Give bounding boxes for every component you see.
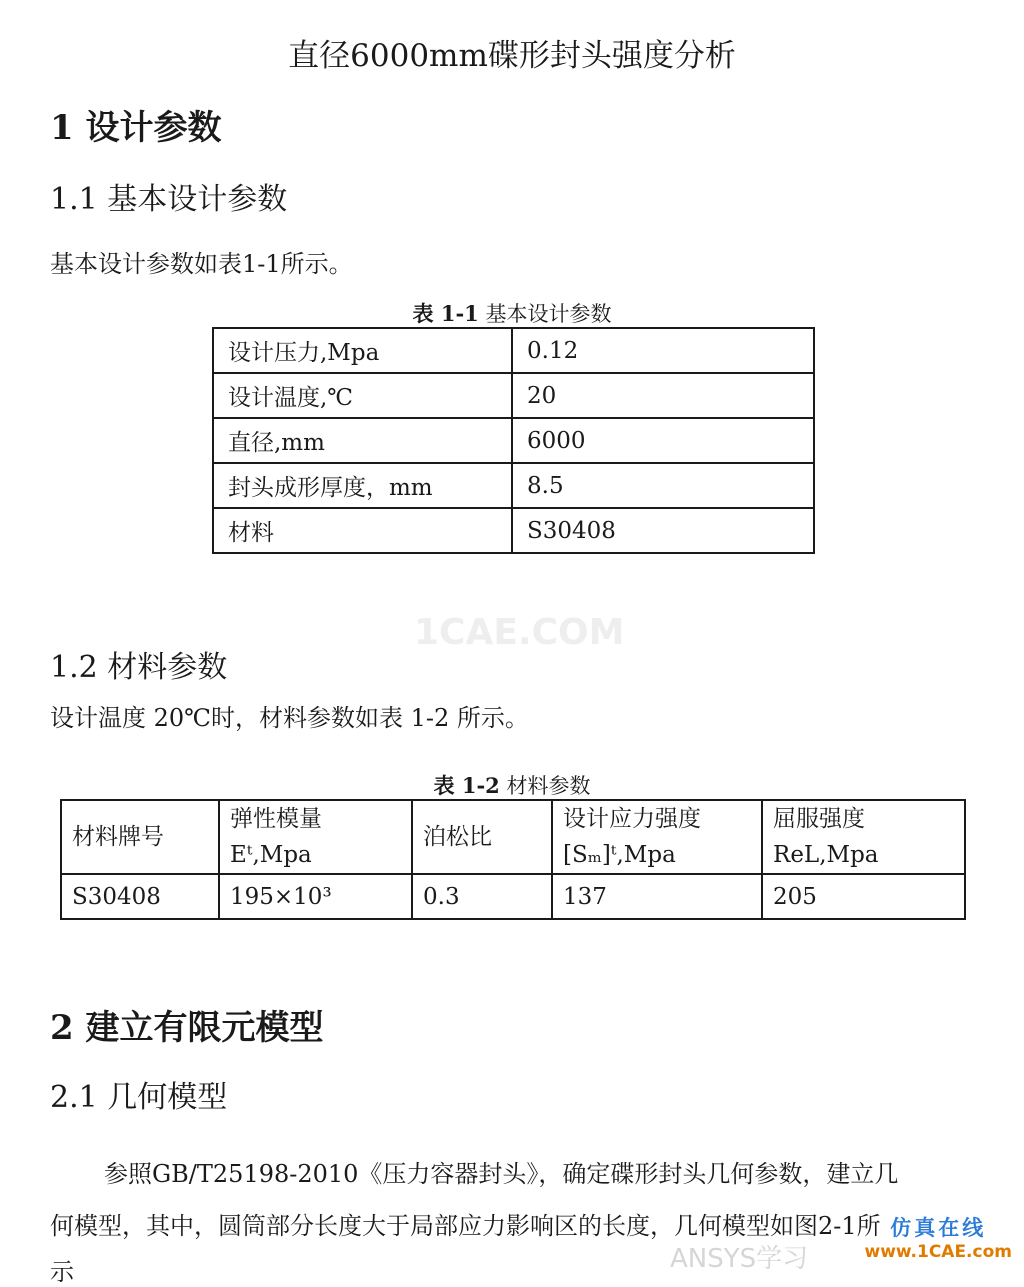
- table-row: [213, 418, 814, 463]
- param-value-cell: 8.5: [512, 463, 814, 508]
- site-watermark: 1CAE.COM: [414, 612, 625, 653]
- section-2-heading: 2 建立有限元模型: [50, 1008, 324, 1048]
- logo-url-text: www.1CAE.com: [864, 1242, 1012, 1262]
- table-1-1-caption-number: 表 1-1: [412, 301, 479, 326]
- section-1-1-heading: 1.1 基本设计参数: [50, 182, 288, 217]
- param-name-cell: 设计压力,Mpa: [213, 328, 512, 373]
- table-row: [213, 373, 814, 418]
- header-line: [Sₘ]ᵗ,Mpa: [563, 842, 676, 868]
- param-name-cell: 材料: [213, 508, 512, 553]
- header-cell: [412, 800, 552, 874]
- faded-watermark: ANSYS学习: [670, 1244, 809, 1274]
- header-cell: [219, 800, 412, 874]
- header-line: 材料牌号: [72, 824, 164, 850]
- table-header-row: [61, 800, 965, 874]
- table-1-1-caption: [0, 298, 1024, 328]
- table-cell: 195×10³: [219, 874, 412, 919]
- table-1-2-caption-text: 材料参数: [506, 774, 591, 798]
- section-1-heading: 1 设计参数: [50, 108, 222, 148]
- material-params-table: [60, 799, 966, 920]
- basic-params-table: [212, 327, 815, 554]
- table-cell: 205: [762, 874, 965, 919]
- logo-chinese-text: 仿真在线: [890, 1216, 987, 1240]
- table-row: [61, 874, 965, 919]
- section-1-2-intro: 设计温度 20℃时，材料参数如表 1-2 所示。: [50, 704, 529, 732]
- param-name-cell: 封头成形厚度，mm: [213, 463, 512, 508]
- param-value-cell: 20: [512, 373, 814, 418]
- section-1-1-intro: 基本设计参数如表1-1所示。: [50, 250, 353, 278]
- paragraph-line: 何模型，其中，圆筒部分长度大于局部应力影响区的长度，几何模型如图2-1所: [50, 1212, 881, 1240]
- paragraph-line: 参照GB/T25198-2010《压力容器封头》，确定碟形封头几何参数，建立几: [104, 1160, 899, 1188]
- table-1-1-caption-text: 基本设计参数: [485, 302, 612, 326]
- section-1-2-heading: 1.2 材料参数: [50, 650, 228, 685]
- table-row: [213, 328, 814, 373]
- param-value-cell: S30408: [512, 508, 814, 553]
- table-row: [213, 463, 814, 508]
- table-cell: 137: [552, 874, 762, 919]
- header-cell: [762, 800, 965, 874]
- header-cell: [552, 800, 762, 874]
- table-1-2-caption: [0, 770, 1024, 800]
- header-line: Eᵗ,Mpa: [230, 842, 312, 868]
- table-cell: S30408: [61, 874, 219, 919]
- header-line: 泊松比: [423, 824, 492, 850]
- param-value-cell: 6000: [512, 418, 814, 463]
- header-line: 屈服强度: [773, 806, 865, 832]
- header-line: 设计应力强度: [563, 806, 701, 832]
- param-name-cell: 设计温度,℃: [213, 373, 512, 418]
- paragraph-line: 示: [50, 1258, 74, 1286]
- document-title: 直径6000mm碟形封头强度分析: [288, 38, 736, 74]
- header-line: 弹性模量: [230, 806, 322, 832]
- table-row: [213, 508, 814, 553]
- table-cell: 0.3: [412, 874, 552, 919]
- param-name-cell: 直径,mm: [213, 418, 512, 463]
- header-line: ReL,Mpa: [773, 842, 879, 868]
- param-value-cell: 0.12: [512, 328, 814, 373]
- site-logo: [865, 1212, 1013, 1262]
- table-1-2-caption-number: 表 1-2: [433, 773, 500, 798]
- header-cell: [61, 800, 219, 874]
- section-2-1-heading: 2.1 几何模型: [50, 1080, 228, 1115]
